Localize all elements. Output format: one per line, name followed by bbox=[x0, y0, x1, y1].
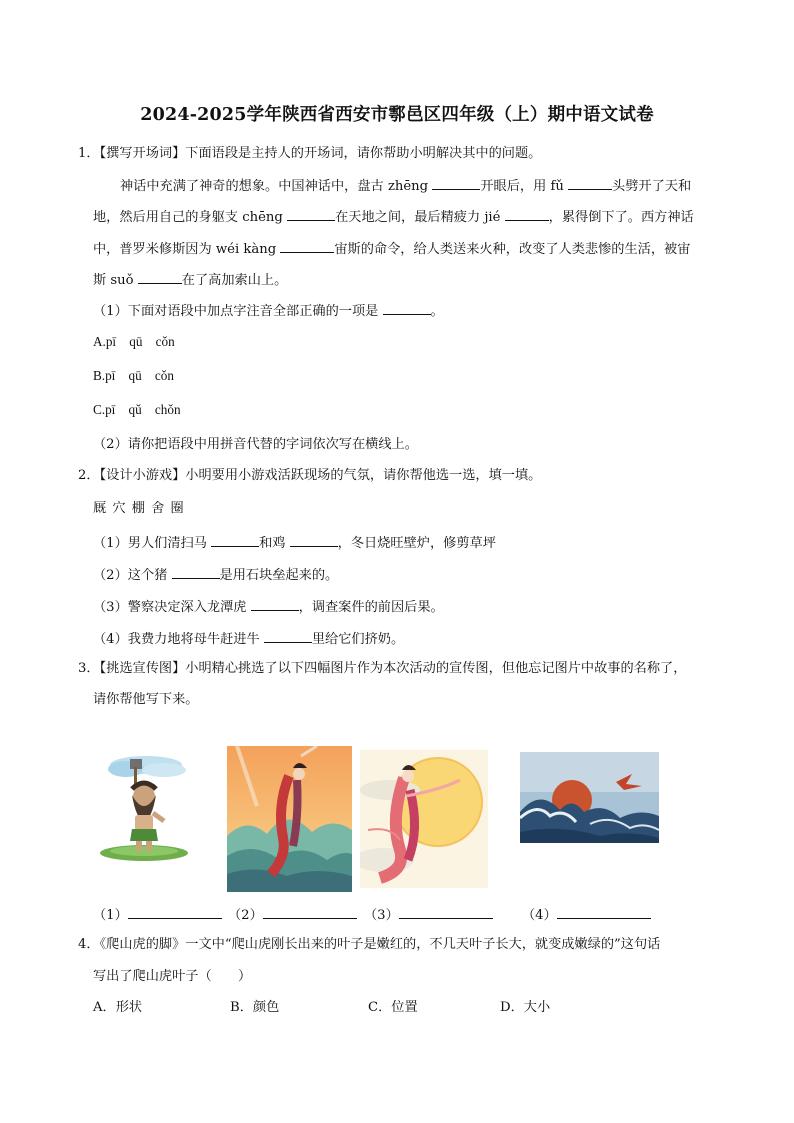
passage-text: 开眼后，用 fǔ bbox=[480, 179, 569, 194]
passage-text: 神话中充满了神奇的想象。中国神话中，盘古 zhēng bbox=[120, 179, 433, 194]
answer-blank[interactable] bbox=[557, 906, 651, 919]
answer-blank[interactable] bbox=[138, 271, 182, 284]
game-item-4 bbox=[93, 630, 404, 646]
answer-blank[interactable] bbox=[432, 177, 480, 190]
question-number: 2． bbox=[78, 468, 100, 483]
question-text: 小明要用小游戏活跃现场的气氛，请你帮他选一选，填一填。 bbox=[185, 468, 542, 483]
picture-label-2 bbox=[228, 906, 357, 922]
answer-blank[interactable] bbox=[290, 534, 338, 547]
item-text: 是用石块垒起来的。 bbox=[219, 568, 339, 583]
answer-blank[interactable] bbox=[264, 630, 312, 643]
item-text: （3）警察决定深入龙潭虎 bbox=[93, 600, 251, 615]
question-tag: 【撰写开场词】 bbox=[99, 146, 186, 161]
passage-text: 在了高加索山上。 bbox=[181, 273, 288, 288]
question-number: 3． bbox=[78, 661, 100, 676]
choice-d[interactable]: D．大小 bbox=[500, 1000, 551, 1015]
question-tag: 【挑选宣传图】 bbox=[99, 661, 186, 676]
game-item-2 bbox=[93, 566, 338, 582]
choice-a[interactable]: A．形状 bbox=[93, 1000, 143, 1015]
question-2-stem bbox=[78, 469, 541, 482]
passage-line-1 bbox=[120, 177, 691, 193]
answer-blank[interactable] bbox=[128, 906, 222, 919]
item-text: （1）男人们清扫马 bbox=[93, 536, 212, 551]
option-b[interactable]: B.pī qū cǒn bbox=[93, 368, 174, 383]
change-moon-illustration bbox=[360, 750, 488, 888]
picture-label-1 bbox=[93, 906, 222, 922]
question-text: 下面语段是主持人的开场词，请你帮助小明解决其中的问题。 bbox=[185, 146, 542, 161]
item-text: ，调查案件的前因后果。 bbox=[298, 600, 444, 615]
sub-question-2: （2）请你把语段中用拼音代替的字词依次写在横线上。 bbox=[93, 437, 418, 452]
answer-blank[interactable] bbox=[172, 566, 220, 579]
question-number: 1． bbox=[78, 146, 100, 161]
passage-line-2 bbox=[93, 208, 694, 224]
answer-blank[interactable] bbox=[211, 534, 259, 547]
option-c[interactable]: C.pī qǔ chǒn bbox=[93, 402, 181, 417]
item-text: ，冬日烧旺壁炉，修剪草坪 bbox=[337, 536, 496, 551]
question-1-stem bbox=[78, 147, 541, 160]
question-4-stem bbox=[78, 938, 660, 951]
choice-c[interactable]: C．位置 bbox=[368, 1000, 418, 1015]
passage-text: 地，然后用自己的身躯支 chēng bbox=[93, 210, 288, 225]
pangu-illustration bbox=[92, 755, 196, 863]
answer-blank[interactable] bbox=[251, 598, 299, 611]
passage-text: 在天地之间，最后精疲力 jié bbox=[335, 210, 505, 225]
question-text: 小明精心挑选了以下四幅图片作为本次活动的宣传图，但他忘记图片中故事的名称了， bbox=[185, 661, 687, 676]
question-3-stem-cont: 请你帮他写下来。 bbox=[93, 692, 199, 707]
passage-line-3 bbox=[93, 240, 690, 256]
game-item-1 bbox=[93, 534, 496, 550]
label-number: （2） bbox=[228, 908, 263, 923]
passage-line-4 bbox=[93, 271, 287, 287]
passage-text: 中，普罗米修斯因为 wéi kàng bbox=[93, 242, 281, 257]
answer-blank[interactable] bbox=[399, 906, 493, 919]
item-text: 和鸡 bbox=[259, 536, 290, 551]
item-text: （2）这个猪 bbox=[93, 568, 172, 583]
picture-label-3 bbox=[364, 906, 493, 922]
bird-sea-illustration bbox=[520, 752, 659, 843]
answer-blank[interactable] bbox=[383, 302, 431, 315]
question-3-stem bbox=[78, 662, 686, 675]
passage-text: 宙斯的命令，给人类送来火种，改变了人类悲惨的生活，被宙 bbox=[334, 242, 691, 257]
picture-label-4 bbox=[522, 906, 651, 922]
sub-question-1 bbox=[93, 302, 444, 318]
question-number: 4． bbox=[78, 937, 100, 952]
word-bank: 厩 穴 棚 舍 圈 bbox=[93, 501, 184, 516]
answer-blank[interactable] bbox=[287, 208, 335, 221]
label-number: （4） bbox=[522, 908, 557, 923]
page-title: 2024-2025学年陕西省西安市鄠邑区四年级（上）期中语文试卷 bbox=[140, 105, 654, 125]
passage-text: ，累得倒下了。西方神话 bbox=[548, 210, 694, 225]
label-number: （3） bbox=[364, 908, 399, 923]
sub-question-text: 。 bbox=[430, 304, 444, 319]
option-a[interactable]: A.pī qū cǒn bbox=[93, 334, 175, 349]
answer-blank[interactable] bbox=[505, 208, 549, 221]
passage-text: 头劈开了天和 bbox=[612, 179, 692, 194]
answer-blank[interactable] bbox=[280, 240, 334, 253]
passage-text: 斯 suǒ bbox=[93, 273, 138, 288]
answer-blank[interactable] bbox=[263, 906, 357, 919]
item-text: 里给它们挤奶。 bbox=[311, 632, 405, 647]
answer-blank[interactable] bbox=[568, 177, 612, 190]
sub-question-text: （1）下面对语段中加点字注音全部正确的一项是 bbox=[93, 304, 383, 319]
question-tag: 【设计小游戏】 bbox=[99, 468, 186, 483]
label-number: （1） bbox=[93, 908, 128, 923]
choice-b[interactable]: B．颜色 bbox=[230, 1000, 280, 1015]
game-item-3 bbox=[93, 598, 444, 614]
goddess-flying-illustration bbox=[227, 746, 352, 892]
question-4-stem-cont: 写出了爬山虎叶子（ ） bbox=[93, 969, 252, 984]
item-text: （4）我费力地将母牛赶进牛 bbox=[93, 632, 264, 647]
question-text: 《爬山虎的脚》一文中“爬山虎刚长出来的叶子是嫩红的，不几天叶子长大，就变成嫩绿的”这句话 bbox=[99, 937, 661, 952]
